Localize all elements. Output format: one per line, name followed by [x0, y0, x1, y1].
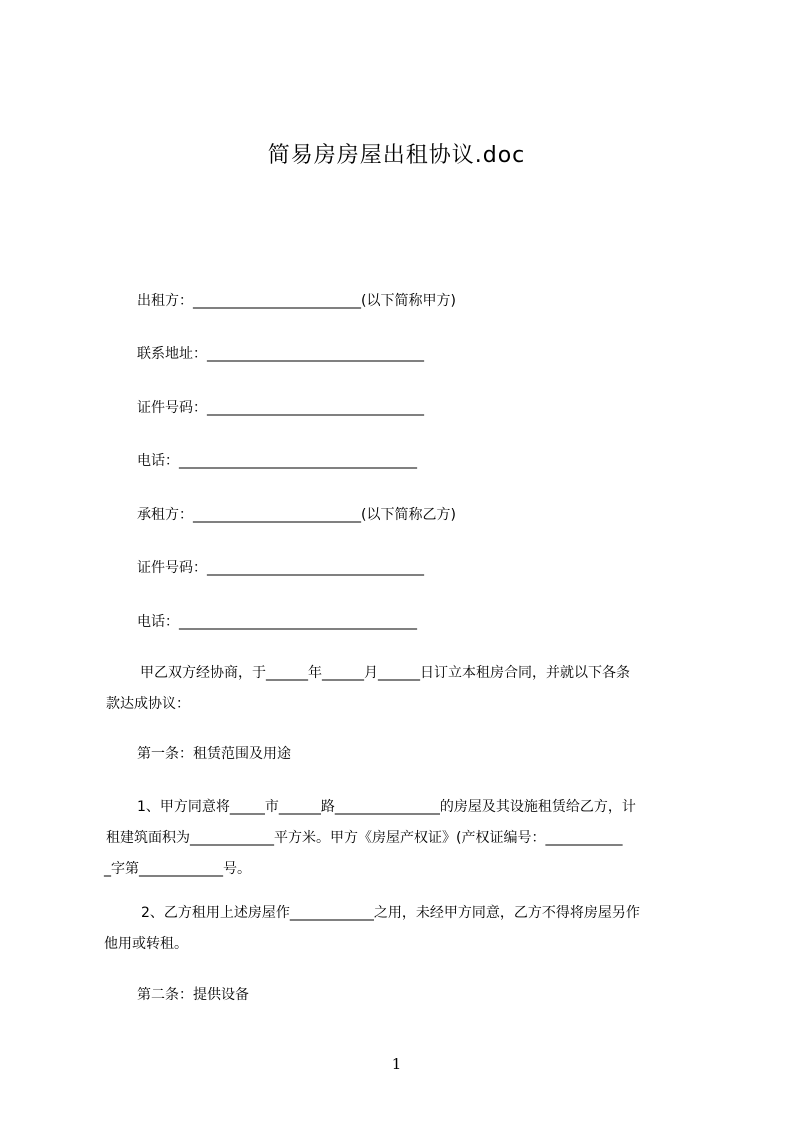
clause-1-line-3: _字第____________号。 — [104, 861, 251, 877]
article-1-heading: 第一条：租赁范围及用途 — [137, 746, 291, 762]
article-1-clause-2 — [104, 898, 640, 960]
clause-1-line-1: 1、甲方同意将_____市______路_______________的房屋及其设施租赁给乙方，计 — [137, 799, 636, 815]
lessee-phone-field: 电话：__________________________________ — [137, 614, 417, 630]
article-2-heading: 第二条：提供设备 — [137, 987, 249, 1003]
lessor-address-field: 联系地址：_______________________________ — [137, 346, 424, 362]
clause-1-line-2: 租建筑面积为____________平方米。甲方《房屋产权证》(产权证编号：___________ — [106, 830, 623, 846]
lessee-id-field: 证件号码：_______________________________ — [137, 560, 424, 576]
intro-line-1: 甲乙双方经协商，于______年______月______日订立本租房合同，并就以下各条 — [140, 665, 630, 681]
lessor-field: 出租方：________________________(以下简称甲方) — [137, 293, 456, 309]
intro-line-2: 款达成协议： — [106, 696, 190, 712]
intro-paragraph — [106, 658, 630, 720]
lessor-phone-field: 电话：__________________________________ — [137, 453, 417, 469]
document-title: 简易房房屋出租协议.doc — [267, 143, 526, 168]
clause-2-line-2: 他用或转租。 — [104, 936, 188, 952]
lessee-field: 承租方：________________________(以下简称乙方) — [137, 507, 456, 523]
page-number: 1 — [391, 1055, 402, 1073]
lessor-id-field: 证件号码：_______________________________ — [137, 400, 424, 416]
clause-2-line-1: 2、乙方租用上述房屋作____________之用，未经甲方同意，乙方不得将房屋另作 — [141, 905, 640, 921]
article-1-clause-1 — [104, 792, 636, 885]
